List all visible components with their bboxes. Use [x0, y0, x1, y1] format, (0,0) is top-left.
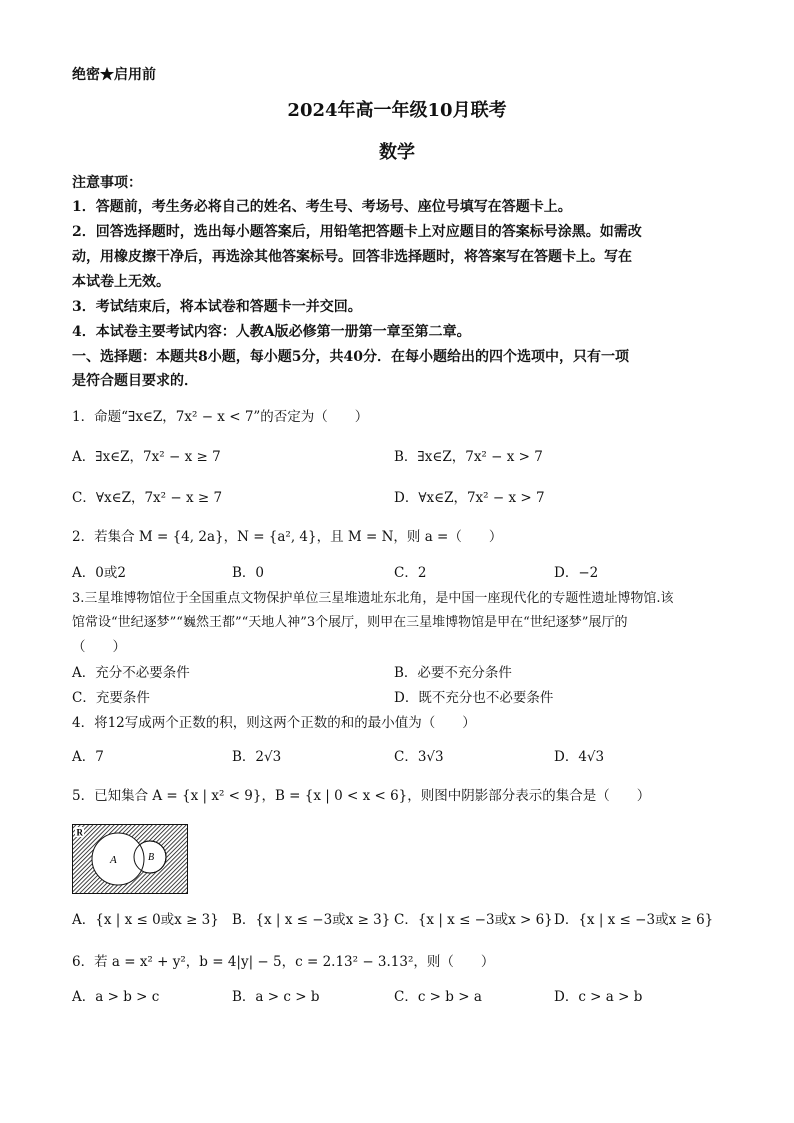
- q6-option-a: A．a > b > c: [72, 989, 160, 1005]
- q6-option-b: B．a > c > b: [232, 989, 320, 1005]
- q2-option-c: C．2: [394, 565, 427, 581]
- q4-option-c: C．3√3: [394, 749, 444, 765]
- label-a: A: [110, 854, 117, 866]
- question-3-stem: 3.三星堆博物馆位于全国重点文物保护单位三星堆遗址东北角，是中国一座现代化的专题性遗址博物馆.该: [72, 591, 674, 606]
- q2-option-a: A．0或2: [72, 565, 126, 581]
- q4-option-d: D．4√3: [554, 749, 605, 765]
- note-item: 1．答题前，考生务必将自己的姓名、考生号、考场号、座位号填写在答题卡上。: [72, 199, 572, 215]
- question-6-stem: 6．若 a = x² + y²，b = 4|y| − 5，c = 2.13² − 3.13²，则（ ）: [72, 954, 495, 970]
- q2-option-b: B．0: [232, 565, 265, 581]
- label-r: R: [76, 827, 83, 838]
- q6-option-c: C．c > b > a: [394, 989, 482, 1005]
- q5-option-a: A．{x | x ≤ 0或x ≥ 3}: [72, 912, 219, 928]
- notes-heading: 注意事项：: [72, 175, 142, 191]
- note-item: 4．本试卷主要考试内容：人教A版必修第一册第一章至第二章。: [72, 324, 471, 340]
- q5-option-c: C．{x | x ≤ −3或x > 6}: [394, 912, 553, 928]
- label-b: B: [148, 852, 155, 863]
- section-heading: 一、选择题：本题共8小题，每小题5分，共40分．在每小题给出的四个选项中，只有一项: [72, 349, 629, 365]
- q3-option-b: B．必要不充分条件: [394, 665, 512, 681]
- section-heading-cont: 是符合题目要求的．: [72, 373, 198, 389]
- set-a-circle: [92, 833, 144, 885]
- q1-option-c: C．∀x∈Z，7x² − x ≥ 7: [72, 490, 223, 506]
- question-1-stem: 1．命题“∃x∈Z，7x² − x < 7”的否定为（ ）: [72, 409, 369, 425]
- confidential-mark: 绝密★启用前: [72, 67, 156, 83]
- venn-diagram: [72, 824, 188, 894]
- q1-option-a: A．∃x∈Z，7x² − x ≥ 7: [72, 449, 221, 465]
- q1-option-b: B．∃x∈Z，7x² − x > 7: [394, 449, 543, 465]
- q5-option-b: B．{x | x ≤ −3或x ≥ 3}: [232, 912, 391, 928]
- question-3-paren: （ ）: [72, 639, 126, 655]
- q3-option-c: C．充要条件: [72, 690, 150, 706]
- subject-title: 数学: [379, 142, 415, 163]
- q4-option-a: A．7: [72, 749, 104, 765]
- question-5-stem: 5．已知集合 A = {x | x² < 9}，B = {x | 0 < x < 6}，则图中阴影部分表示的集合是（ ）: [72, 788, 651, 804]
- question-2-stem: 2．若集合 M = {4, 2a}，N = {a², 4}，且 M = N，则 a =（ ）: [72, 529, 503, 545]
- exam-title: 2024年高一年级10月联考: [287, 100, 507, 121]
- q2-option-d: D．−2: [554, 565, 599, 581]
- q3-option-a: A．充分不必要条件: [72, 665, 190, 681]
- question-3-stem-cont: 馆常设“世纪逐梦”“巍然王都”“天地人神”3个展厅，则甲在三星堆博物馆是甲在“世纪逐梦”展厅的: [72, 615, 628, 630]
- note-item: 动，用橡皮擦干净后，再选涂其他答案标号。回答非选择题时，将答案写在答题卡上。写在: [72, 249, 632, 265]
- q1-option-d: D．∀x∈Z，7x² − x > 7: [394, 490, 545, 506]
- q6-option-d: D．c > a > b: [554, 989, 643, 1005]
- question-4-stem: 4．将12写成两个正数的积，则这两个正数的和的最小值为（ ）: [72, 715, 476, 731]
- note-item: 本试卷上无效。: [72, 274, 170, 290]
- note-item: 2．回答选择题时，选出每小题答案后，用铅笔把答题卡上对应题目的答案标号涂黑。如需改: [72, 224, 642, 240]
- q5-option-d: D．{x | x ≤ −3或x ≥ 6}: [554, 912, 714, 928]
- note-item: 3．考试结束后，将本试卷和答题卡一并交回。: [72, 299, 362, 315]
- q4-option-b: B．2√3: [232, 749, 282, 765]
- q3-option-d: D．既不充分也不必要条件: [394, 690, 554, 706]
